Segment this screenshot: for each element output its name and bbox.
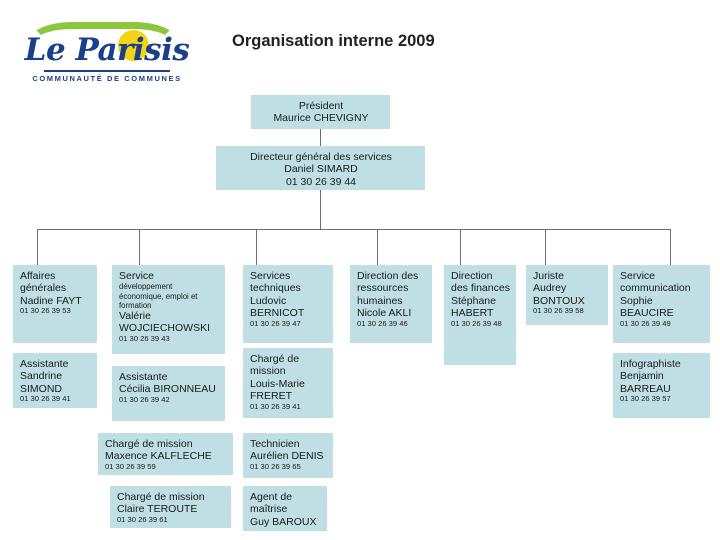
- node-phone: 01 30 26 39 59: [105, 461, 156, 471]
- node-phone: 01 30 26 39 43: [119, 333, 170, 343]
- node-person: Benjamin BARREAU: [620, 370, 671, 395]
- node-direction-finances[interactable]: [444, 265, 516, 365]
- node-phone: 01 30 26 39 44: [285, 175, 357, 188]
- node-role: Direction des finances: [451, 270, 510, 295]
- connector-drop-communication: [670, 229, 671, 265]
- node-person: Louis-Marie FRERET: [250, 377, 305, 403]
- logo-subtitle: COMMUNAUTÉ DE COMMUNES: [32, 74, 182, 83]
- node-role: Affaires générales: [20, 270, 67, 295]
- connector-drop-service-dev: [139, 229, 140, 265]
- node-assistante-bironneau[interactable]: [112, 366, 225, 421]
- node-phone: 01 30 26 39 65: [250, 461, 301, 471]
- node-person: Sandrine SIMOND: [20, 370, 63, 395]
- connector-dgs-trunk: [320, 190, 321, 229]
- page-title: Organisation interne 2009: [232, 32, 435, 50]
- node-affaires-generales[interactable]: [13, 265, 97, 343]
- node-charge-freret[interactable]: [243, 348, 333, 418]
- connector-bus: [37, 229, 670, 230]
- node-role: Infographiste: [620, 358, 681, 370]
- node-person: Sophie BEAUCIRE: [620, 294, 674, 320]
- node-phone: 01 30 26 39 46: [357, 318, 408, 328]
- node-role: Direction des ressources humaines: [357, 270, 419, 307]
- node-role: Directeur général des services: [250, 151, 392, 163]
- node-person: Audrey BONTOUX: [533, 282, 585, 307]
- node-technicien-denis[interactable]: [243, 433, 333, 478]
- node-infographiste[interactable]: [613, 353, 710, 418]
- node-president[interactable]: [251, 95, 390, 129]
- node-dgs[interactable]: [216, 146, 425, 190]
- node-person: Cécilia BIRONNEAU: [119, 383, 216, 396]
- node-phone: 01 30 26 39 53: [20, 306, 71, 316]
- node-person: Guy BAROUX: [250, 515, 317, 528]
- connector-drop-rh: [377, 229, 378, 265]
- node-phone: 01 30 26 39 57: [620, 394, 671, 404]
- node-person: Aurélien DENIS: [250, 450, 324, 463]
- node-services-techniques[interactable]: [243, 265, 333, 343]
- node-charge-teroute[interactable]: [110, 486, 231, 528]
- node-role: Juriste: [533, 270, 564, 282]
- node-role: Service communication: [620, 270, 691, 295]
- node-phone: 01 30 26 39 42: [119, 394, 170, 404]
- node-juriste[interactable]: [526, 265, 608, 325]
- node-role: Assistante: [119, 371, 168, 383]
- connector-drop-services-techniques: [256, 229, 257, 265]
- connector-drop-affaires: [37, 229, 38, 265]
- logo-divider: [44, 70, 170, 72]
- logo: [22, 20, 192, 92]
- node-phone: 01 30 26 39 58: [533, 306, 584, 316]
- node-phone: 01 30 26 39 41: [250, 401, 301, 411]
- node-service-communication[interactable]: [613, 265, 710, 343]
- node-role: Agent de maîtrise: [250, 491, 293, 516]
- node-person: Ludovic BERNICOT: [250, 294, 305, 320]
- node-person: Valérie WOJCIECHOWSKI: [119, 309, 210, 335]
- node-person: Claire TEROUTE: [117, 503, 198, 516]
- node-direction-rh[interactable]: [350, 265, 432, 343]
- node-person: Nicole AKLI: [357, 307, 412, 320]
- node-role: Service: [119, 270, 155, 282]
- node-role: Assistante: [20, 358, 69, 370]
- node-agent-baroux[interactable]: [243, 486, 327, 531]
- node-role: Chargé de mission: [105, 438, 193, 450]
- node-person: Daniel SIMARD: [284, 163, 358, 176]
- node-role: Services techniques: [250, 270, 301, 295]
- node-role: Président: [298, 100, 344, 112]
- node-person: Maxence KALFLECHE: [105, 450, 212, 463]
- node-role: Technicien: [250, 438, 300, 450]
- node-person: Maurice CHEVIGNY: [273, 112, 369, 125]
- node-phone: 01 30 26 39 49: [620, 318, 671, 328]
- node-role: Chargé de mission: [250, 353, 300, 378]
- node-service-developpement[interactable]: [112, 265, 225, 354]
- connector-drop-juriste: [545, 229, 546, 265]
- node-phone: 01 30 26 39 48: [451, 318, 502, 328]
- node-person: Stéphane HABERT: [451, 294, 496, 320]
- node-assistante-simond[interactable]: [13, 353, 97, 408]
- node-person: Nadine FAYT: [20, 294, 82, 307]
- node-charge-kalfleche[interactable]: [98, 433, 233, 475]
- logo-wordmark: Le Parisis: [24, 32, 190, 68]
- node-role-detail: développement économique, emploi et formation: [119, 282, 198, 310]
- node-phone: 01 30 26 39 41: [20, 394, 71, 404]
- node-phone: 01 30 26 39 47: [250, 318, 301, 328]
- node-phone: 01 30 26 39 61: [117, 514, 168, 524]
- connector-drop-finances: [460, 229, 461, 265]
- node-role: Chargé de mission: [117, 491, 205, 503]
